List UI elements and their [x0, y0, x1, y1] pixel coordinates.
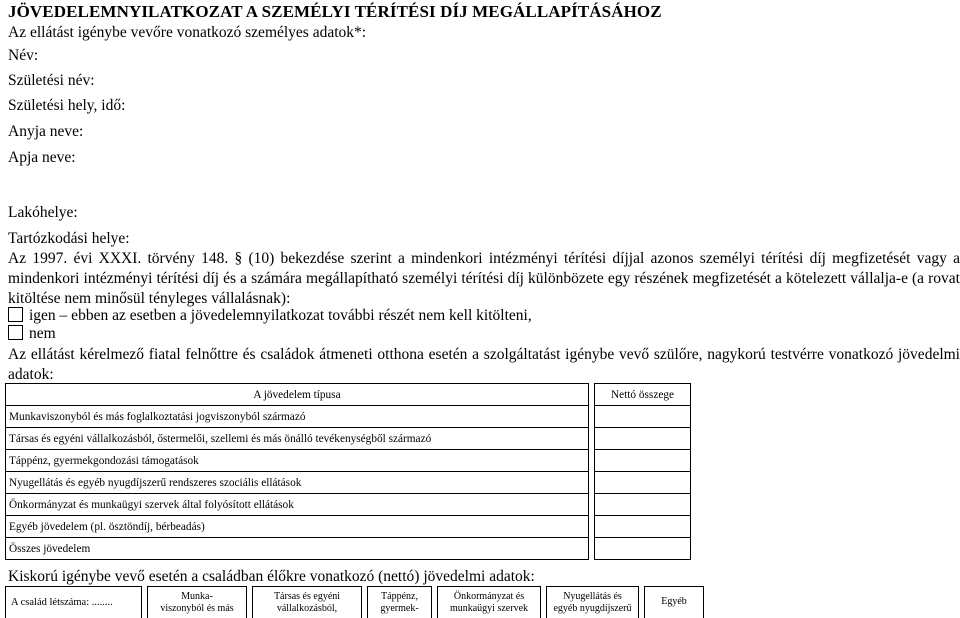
net-amount-cell[interactable]	[595, 428, 691, 450]
minor-income-heading: Kiskorú igénybe vevő esetén a családban élőkre vonatkozó (nettó) jövedelmi adatok:	[8, 568, 535, 585]
option-yes-label: igen – ebben az esetben a jövedelemnyilatkozat további részét nem kell kitölteni,	[29, 307, 532, 324]
family-col-employment: Munka- viszonyból és más	[147, 586, 247, 618]
mother-name-field-label: Anyja neve:	[8, 123, 84, 140]
net-amount-cell[interactable]	[595, 516, 691, 538]
option-no-label: nem	[29, 325, 56, 342]
net-amount-cell[interactable]	[595, 538, 691, 560]
personal-data-heading: Az ellátást igénybe vevőre vonatkozó személyes adatok*:	[8, 24, 367, 41]
income-row-label: Társas és egyéni vállalkozásból, őstermelői, szellemi és más önálló tevékenységből származó	[6, 428, 589, 450]
residence-field-label: Lakóhelye:	[8, 204, 78, 221]
net-amount-header: Nettó összege	[595, 384, 691, 406]
name-field-label: Név:	[8, 47, 39, 64]
net-amount-cell[interactable]	[595, 472, 691, 494]
table-row	[6, 450, 691, 472]
income-row-label: Egyéb jövedelem (pl. ösztöndíj, bérbeadás)	[6, 516, 589, 538]
family-col-enterprise: Társas és egyéni vállalkozásból,	[252, 586, 362, 618]
birth-name-field-label: Születési név:	[8, 72, 95, 89]
family-size-cell: A család létszáma: ........	[5, 586, 142, 618]
income-row-label: Táppénz, gyermekgondozási támogatások	[6, 450, 589, 472]
option-no	[8, 325, 56, 343]
family-col-other: Egyéb	[644, 586, 704, 618]
yes-checkbox[interactable]	[8, 307, 23, 322]
income-row-label: Önkormányzat és munkaügyi szervek által folyósított ellátások	[6, 494, 589, 516]
net-amount-cell[interactable]	[595, 494, 691, 516]
young-adult-paragraph: Az ellátást kérelmező fiatal felnőttre és családok átmeneti otthona esetén a szolgáltatást igénybe vevő szülőre, nagykorú testvérre vonatkozó jövedelmi adatok:	[8, 346, 960, 383]
table-row	[6, 384, 691, 406]
table-row	[6, 516, 691, 538]
family-col-municipal: Önkormányzat és munkaügyi szervek	[437, 586, 541, 618]
net-amount-cell[interactable]	[595, 406, 691, 428]
form-title: JÖVEDELEMNYILATKOZAT A SZEMÉLYI TÉRÍTÉSI DÍJ MEGÁLLAPÍTÁSÁHOZ	[8, 2, 662, 21]
table-row	[6, 538, 691, 560]
father-name-field-label: Apja neve:	[8, 149, 76, 166]
income-table	[5, 383, 691, 560]
stay-field-label: Tartózkodási helye:	[8, 230, 130, 247]
table-row	[6, 472, 691, 494]
table-row	[6, 494, 691, 516]
net-amount-cell[interactable]	[595, 450, 691, 472]
family-col-pension: Nyugellátás és egyéb nyugdíjszerű	[546, 586, 639, 618]
birth-place-date-field-label: Születési hely, idő:	[8, 97, 126, 114]
family-income-table	[5, 586, 955, 618]
option-yes	[8, 307, 532, 325]
income-type-header: A jövedelem típusa	[6, 384, 589, 406]
family-col-sick-pay: Táppénz, gyermek-	[367, 586, 432, 618]
income-row-label: Összes jövedelem	[6, 538, 589, 560]
no-checkbox[interactable]	[8, 325, 23, 340]
income-row-label: Nyugellátás és egyéb nyugdíjszerű rendszeres szociális ellátások	[6, 472, 589, 494]
table-row	[6, 428, 691, 450]
law-paragraph: Az 1997. évi XXXI. törvény 148. § (10) bekezdése szerint a mindenkori intézményi térítési díjjal azonos személyi térítési díj megfizetését vagy a mindenkori intézményi térítési díj és a számára megállapítható személyi térítési díj különbözete egy részének megfizetését a kötelezett vállalja-e (a rovat kitöltése nem minősül tényleges vállalásnak):	[8, 250, 960, 307]
table-row	[6, 406, 691, 428]
income-row-label: Munkaviszonyból és más foglalkoztatási jogviszonyból származó	[6, 406, 589, 428]
